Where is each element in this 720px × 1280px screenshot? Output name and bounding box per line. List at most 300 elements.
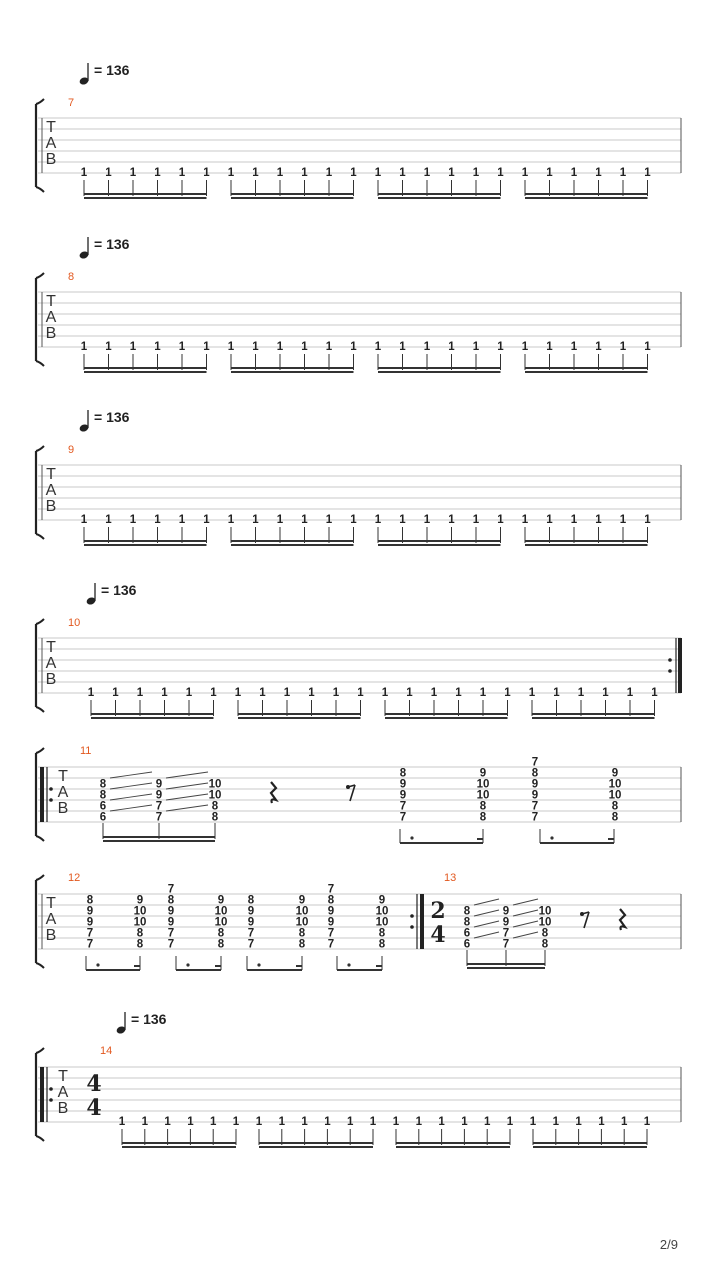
fret-number: 1 (504, 687, 511, 699)
fret-number: 1 (521, 167, 529, 179)
measure-number: 13 (444, 872, 457, 884)
fret-number: 1 (178, 167, 186, 179)
fret-number: 1 (255, 1116, 263, 1128)
repeat-thick-bar (678, 638, 682, 693)
tempo-marking (86, 582, 137, 606)
bracket-hook (36, 187, 44, 192)
system-measure-12-13 (36, 875, 681, 970)
slide-line (474, 910, 499, 916)
chord-fret: 8 (611, 800, 619, 813)
fret-number: 1 (178, 341, 186, 353)
chord-fret: 9 (378, 894, 386, 907)
chord-fret: 9 (399, 789, 407, 802)
chord-fret: 8 (217, 927, 225, 940)
chord-fret: 9 (217, 894, 225, 907)
fret-number: 1 (553, 687, 560, 699)
slide-line (513, 899, 538, 905)
chord-fret: 10 (538, 905, 552, 918)
fret-number: 1 (80, 341, 88, 353)
fret-number: 1 (438, 1116, 445, 1128)
chord-fret: 8 (217, 938, 225, 951)
system-measure-7 (36, 99, 681, 198)
tab-letter-b: B (45, 927, 57, 944)
fret-number: 1 (129, 167, 137, 179)
chord-fret: 9 (155, 789, 163, 802)
fret-number: 1 (234, 687, 242, 699)
fret-number: 1 (154, 341, 161, 353)
fret-number: 1 (105, 514, 112, 526)
fret-number: 1 (506, 1116, 514, 1128)
slide-line (166, 772, 208, 778)
quarter-rest-icon (271, 782, 276, 803)
rest-stem (350, 785, 355, 801)
fret-number: 1 (461, 1116, 468, 1128)
chord-fret: 6 (463, 927, 471, 940)
tab-letter-t: T (46, 466, 56, 483)
slide-line (513, 910, 538, 916)
fret-number: 1 (209, 1116, 217, 1128)
fret-number: 1 (570, 167, 578, 179)
fret-number: 1 (283, 687, 291, 699)
chord-fret: 9 (327, 916, 335, 929)
chord-fret: 8 (479, 800, 487, 813)
fret-number: 1 (324, 1116, 331, 1128)
fret-number: 1 (259, 687, 266, 699)
fret-number: 1 (521, 514, 529, 526)
chord-fret: 8 (327, 894, 335, 907)
chord-fret: 7 (155, 800, 163, 813)
chord-fret: 9 (531, 789, 539, 802)
fret-number: 1 (626, 687, 634, 699)
chord-fret: 8 (298, 938, 306, 951)
slide-line (513, 932, 538, 938)
fret-number: 1 (325, 167, 333, 179)
slide-line (513, 921, 538, 927)
fret-number: 1 (430, 687, 438, 699)
measure-number: 14 (100, 1045, 113, 1057)
tab-letter-b: B (45, 671, 57, 688)
chord-fret: 8 (86, 894, 94, 907)
chord-fret: 7 (327, 938, 335, 951)
fret-number: 1 (308, 687, 315, 699)
fret-number: 1 (332, 687, 340, 699)
fret-number: 1 (529, 1116, 537, 1128)
fret-number: 1 (374, 341, 382, 353)
system-measure-8 (36, 273, 681, 372)
chord-fret: 7 (327, 927, 335, 940)
chord-fret: 8 (99, 789, 107, 802)
fret-number: 1 (521, 341, 529, 353)
chord-fret: 7 (167, 883, 175, 896)
fret-number: 1 (80, 514, 88, 526)
repeat-dot (49, 1087, 53, 1091)
dot (347, 963, 350, 966)
tempo-value: = 136 (94, 62, 130, 78)
time-signature-bottom: 4 (86, 1095, 102, 1121)
fret-number: 1 (643, 1116, 651, 1128)
chord-fret: 9 (167, 905, 175, 918)
chord-fret: 8 (463, 916, 471, 929)
chord-fret: 7 (502, 938, 510, 951)
bracket-hook (36, 875, 44, 880)
fret-number: 1 (448, 341, 455, 353)
dot (186, 963, 189, 966)
chord-fret: 6 (463, 938, 471, 951)
fret-number: 1 (595, 341, 602, 353)
chord-fret: 6 (99, 811, 107, 824)
chord-fret: 9 (247, 916, 255, 929)
fret-number: 1 (392, 1116, 400, 1128)
fret-number: 1 (227, 514, 235, 526)
slide-line (110, 794, 152, 800)
fret-number: 1 (399, 514, 406, 526)
rest-stem (584, 912, 589, 928)
tab-letter-b: B (45, 151, 57, 168)
fret-number: 1 (136, 687, 144, 699)
chord-fret: 7 (327, 883, 335, 896)
bracket-hook (36, 273, 44, 278)
fret-number: 1 (472, 514, 480, 526)
tab-letter-a: A (45, 482, 57, 499)
bracket-hook (36, 361, 44, 366)
chord-fret: 10 (208, 789, 222, 802)
fret-number: 1 (552, 1116, 560, 1128)
chord-fret: 7 (531, 756, 539, 769)
fret-number: 1 (87, 687, 95, 699)
repeat-thick-bar (40, 1067, 44, 1122)
tempo-value: = 136 (101, 582, 137, 598)
slide-line (474, 932, 499, 938)
fret-number: 1 (105, 341, 112, 353)
fret-number: 1 (252, 167, 259, 179)
tab-letter-t: T (46, 639, 56, 656)
tab-letter-b: B (45, 325, 57, 342)
chord-fret: 10 (208, 778, 222, 791)
fret-number: 1 (423, 167, 431, 179)
fret-number: 1 (423, 514, 431, 526)
chord-fret: 9 (611, 767, 619, 780)
chord-fret: 8 (247, 894, 255, 907)
measure-number: 12 (68, 872, 81, 884)
fret-number: 1 (227, 341, 235, 353)
fret-number: 1 (448, 514, 455, 526)
fret-number: 1 (350, 514, 357, 526)
chord-fret: 8 (378, 927, 386, 940)
tab-letter-a: A (45, 135, 57, 152)
chord-fret: 8 (136, 938, 144, 951)
repeat-dot (410, 925, 414, 929)
fret-number: 1 (369, 1116, 377, 1128)
chord-fret: 7 (167, 927, 175, 940)
chord-fret: 10 (538, 916, 552, 929)
system-measure-14 (36, 1048, 681, 1147)
fret-number: 1 (112, 687, 119, 699)
chord-fret: 8 (399, 767, 407, 780)
bracket-hook (36, 619, 44, 624)
chord-fret: 9 (247, 905, 255, 918)
bracket-hook (36, 963, 44, 968)
dot (550, 836, 553, 839)
slide-line (166, 794, 208, 800)
fret-number: 1 (227, 167, 235, 179)
fret-number: 1 (118, 1116, 126, 1128)
chord-fret: 8 (479, 811, 487, 824)
bracket-hook (36, 707, 44, 712)
repeat-dot (668, 658, 672, 662)
tab-letter-a: A (57, 1084, 69, 1101)
chord-fret: 7 (247, 938, 255, 951)
tab-letter-b: B (45, 498, 57, 515)
fret-number: 1 (644, 341, 651, 353)
chord-fret: 9 (502, 905, 510, 918)
measure-number: 11 (80, 745, 92, 757)
dot (257, 963, 260, 966)
tab-letter-t: T (46, 895, 56, 912)
fret-number: 1 (301, 167, 308, 179)
fret-number: 1 (301, 1116, 308, 1128)
chord-fret: 9 (327, 905, 335, 918)
chord-fret: 10 (608, 778, 622, 791)
chord-fret: 7 (531, 800, 539, 813)
fret-number: 1 (232, 1116, 240, 1128)
fret-number: 1 (276, 514, 284, 526)
chord-fret: 7 (167, 938, 175, 951)
tab-letter-a: A (45, 655, 57, 672)
chord-fret: 8 (378, 938, 386, 951)
measure-number: 8 (68, 271, 75, 283)
fret-number: 1 (483, 1116, 491, 1128)
time-signature-bottom: 4 (430, 922, 446, 948)
chord-fret: 10 (295, 916, 309, 929)
fret-number: 1 (80, 167, 88, 179)
page-number: 2/9 (659, 1237, 678, 1252)
repeat-dot (49, 787, 53, 791)
fret-number: 1 (575, 1116, 582, 1128)
repeat-dot (668, 669, 672, 673)
fret-number: 1 (381, 687, 389, 699)
dot (410, 836, 413, 839)
fret-number: 1 (178, 514, 186, 526)
fret-number: 1 (374, 167, 382, 179)
bracket-hook (36, 748, 44, 753)
chord-fret: 9 (86, 916, 94, 929)
fret-number: 1 (105, 167, 112, 179)
chord-fret: 10 (133, 916, 147, 929)
fret-number: 1 (164, 1116, 171, 1128)
fret-number: 1 (374, 514, 382, 526)
bracket-hook (36, 836, 44, 841)
chord-fret: 9 (167, 916, 175, 929)
chord-fret: 8 (167, 894, 175, 907)
tab-letter-b: B (57, 1100, 69, 1117)
fret-number: 1 (129, 341, 137, 353)
fret-number: 1 (301, 341, 308, 353)
bracket-hook (36, 99, 44, 104)
chord-fret: 10 (608, 789, 622, 802)
chord-fret: 9 (155, 778, 163, 791)
slide-line (474, 921, 499, 927)
fret-number: 1 (350, 167, 357, 179)
tempo-marking (79, 62, 130, 86)
chord-fret: 8 (211, 800, 219, 813)
chord-fret: 8 (298, 927, 306, 940)
chord-fret: 10 (375, 916, 389, 929)
slide-line (166, 805, 208, 811)
chord-fret: 9 (399, 778, 407, 791)
chord-fret: 8 (541, 927, 549, 940)
tab-letter-b: B (57, 800, 69, 817)
fret-number: 1 (129, 514, 137, 526)
fret-number: 1 (577, 687, 585, 699)
fret-number: 1 (276, 167, 284, 179)
fret-number: 1 (479, 687, 487, 699)
tab-letter-t: T (46, 293, 56, 310)
tempo-marking (79, 236, 130, 260)
chord-fret: 9 (531, 778, 539, 791)
fret-number: 1 (619, 514, 627, 526)
chord-fret: 8 (463, 905, 471, 918)
tab-letter-t: T (46, 119, 56, 136)
fret-number: 1 (619, 167, 627, 179)
system-measure-9 (36, 446, 681, 545)
chord-fret: 7 (86, 927, 94, 940)
chord-fret: 9 (298, 894, 306, 907)
chord-fret: 8 (611, 811, 619, 824)
quarter-rest-icon (620, 909, 625, 930)
fret-number: 1 (252, 341, 259, 353)
chord-fret: 10 (476, 778, 490, 791)
fret-number: 1 (301, 514, 308, 526)
fret-number: 1 (620, 1116, 628, 1128)
fret-number: 1 (570, 341, 578, 353)
fret-number: 1 (399, 341, 406, 353)
fret-number: 1 (210, 687, 217, 699)
fret-number: 1 (644, 167, 651, 179)
chord-fret: 10 (295, 905, 309, 918)
fret-number: 1 (203, 341, 210, 353)
repeat-dot (49, 798, 53, 802)
chord-fret: 10 (133, 905, 147, 918)
tempo-value: = 136 (131, 1011, 167, 1027)
chord-fret: 8 (136, 927, 144, 940)
repeat-dot (410, 914, 414, 918)
fret-number: 1 (346, 1116, 354, 1128)
measure-number: 7 (68, 97, 75, 109)
repeat-dot (49, 1098, 53, 1102)
bracket-hook (36, 446, 44, 451)
fret-number: 1 (448, 167, 455, 179)
fret-number: 1 (546, 341, 553, 353)
measure-number: 9 (68, 444, 75, 456)
fret-number: 1 (497, 341, 504, 353)
fret-number: 1 (185, 687, 193, 699)
chord-fret: 10 (214, 916, 228, 929)
fret-number: 1 (415, 1116, 423, 1128)
chord-fret: 10 (476, 789, 490, 802)
chord-fret: 7 (502, 927, 510, 940)
repeat-thick-bar (420, 894, 424, 949)
chord-fret: 10 (375, 905, 389, 918)
fret-number: 1 (154, 514, 161, 526)
measure-number: 10 (68, 617, 81, 629)
fret-number: 1 (528, 687, 536, 699)
chord-fret: 7 (155, 811, 163, 824)
tempo-value: = 136 (94, 409, 130, 425)
chord-fret: 8 (211, 811, 219, 824)
bracket-hook (36, 1048, 44, 1053)
slide-line (110, 805, 152, 811)
slide-line (110, 772, 152, 778)
repeat-thick-bar (40, 767, 44, 822)
fret-number: 1 (357, 687, 364, 699)
chord-fret: 9 (502, 916, 510, 929)
fret-number: 1 (595, 167, 602, 179)
chord-fret: 8 (541, 938, 549, 951)
fret-number: 1 (154, 167, 161, 179)
dot (96, 963, 99, 966)
fret-number: 1 (325, 341, 333, 353)
tempo-value: = 136 (94, 236, 130, 252)
system-measure-10 (36, 619, 682, 718)
fret-number: 1 (278, 1116, 286, 1128)
chord-fret: 9 (479, 767, 487, 780)
fret-number: 1 (325, 514, 333, 526)
fret-number: 1 (644, 514, 651, 526)
fret-number: 1 (570, 514, 578, 526)
fret-number: 1 (350, 341, 357, 353)
fret-number: 1 (602, 687, 609, 699)
fret-number: 1 (472, 341, 480, 353)
fret-number: 1 (472, 167, 480, 179)
chord-fret: 7 (531, 811, 539, 824)
tab-letter-t: T (58, 1068, 68, 1085)
fret-number: 1 (187, 1116, 194, 1128)
time-signature-top: 4 (86, 1071, 102, 1097)
chord-fret: 7 (86, 938, 94, 951)
fret-number: 1 (141, 1116, 149, 1128)
fret-number: 1 (203, 167, 210, 179)
chord-fret: 8 (99, 778, 107, 791)
fret-number: 1 (276, 341, 284, 353)
fret-number: 1 (497, 167, 504, 179)
system-measure-11 (36, 748, 681, 843)
chord-fret: 7 (399, 800, 407, 813)
fret-number: 1 (651, 687, 658, 699)
slide-line (474, 899, 499, 905)
fret-number: 1 (546, 167, 553, 179)
chord-fret: 6 (99, 800, 107, 813)
tab-letter-t: T (58, 768, 68, 785)
tempo-marking (116, 1011, 167, 1035)
fret-number: 1 (423, 341, 431, 353)
fret-number: 1 (203, 514, 210, 526)
bracket-hook (36, 534, 44, 539)
bracket-hook (36, 1136, 44, 1141)
tab-letter-a: A (45, 911, 57, 928)
fret-number: 1 (619, 341, 627, 353)
tempo-marking (79, 409, 130, 433)
time-signature-top: 2 (430, 898, 446, 924)
tab-letter-a: A (57, 784, 69, 801)
fret-number: 1 (455, 687, 462, 699)
fret-number: 1 (161, 687, 168, 699)
slide-line (166, 783, 208, 789)
fret-number: 1 (598, 1116, 605, 1128)
chord-fret: 7 (247, 927, 255, 940)
chord-fret: 8 (531, 767, 539, 780)
chord-fret: 9 (136, 894, 144, 907)
slide-line (110, 783, 152, 789)
